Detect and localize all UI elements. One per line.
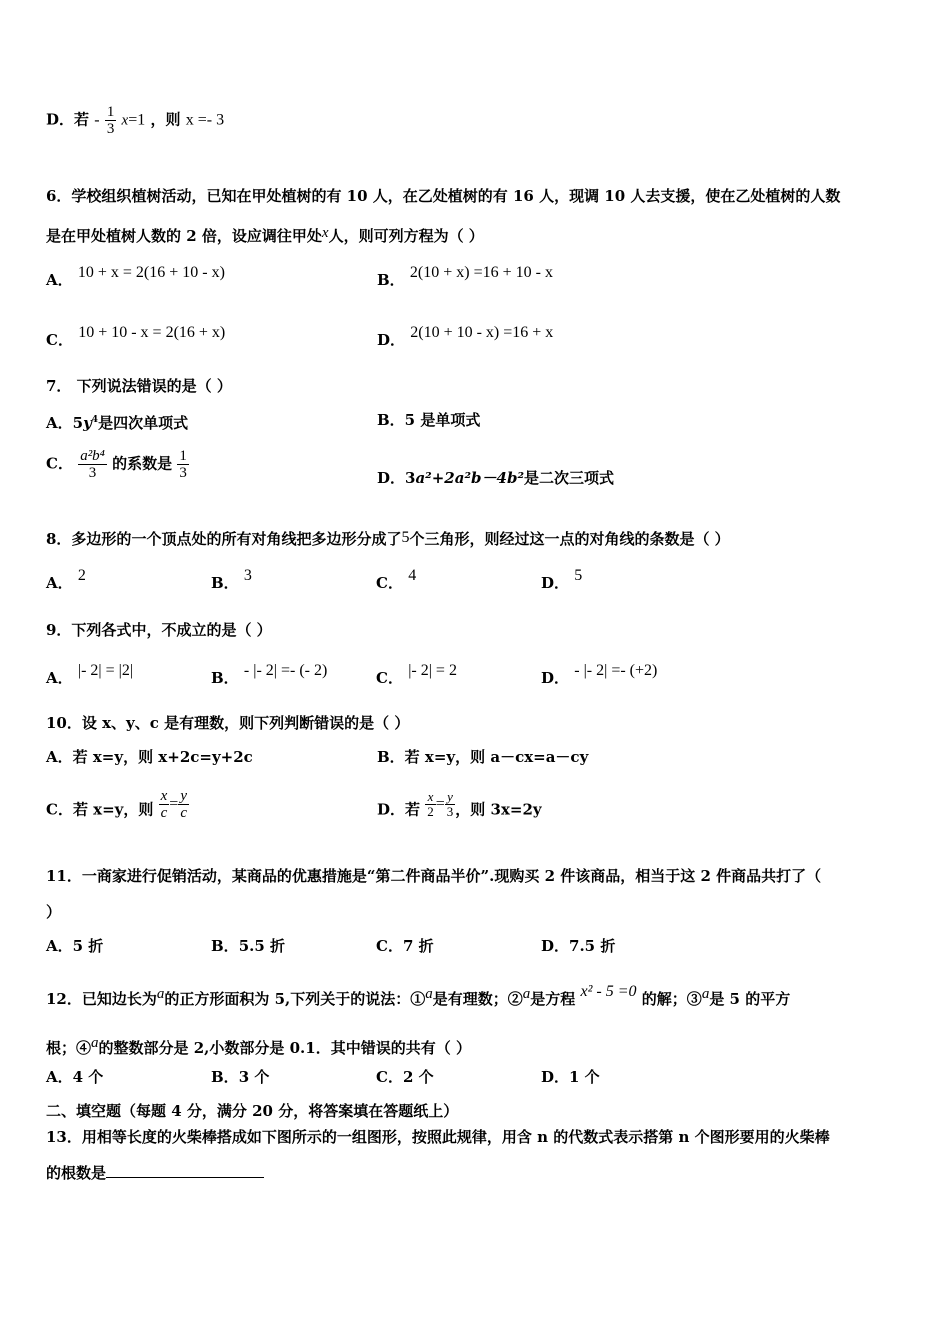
fraction-x-over-2: $\frac{x}{2}$ (427, 789, 434, 819)
q9-stem: 9．下列各式中，不成立的是（ ） (46, 621, 272, 639)
q7-stem: 7． 下列说法错误的是（ ） (46, 377, 232, 395)
q12-stem-line1: 12．已知边长为a的正方形面积为 5,下列关于的说法：①a是有理数；②a是方程 x² - 5 =0 的解；③a是 5 的平方 (46, 983, 791, 1008)
q7-option-a: A．$5y^4$是四次单项式 (46, 414, 189, 432)
q6-stem-line2: 是在甲处植树人数的 2 倍，设应调往甲处x人，则可列方程为（ ） (46, 225, 484, 245)
q12-option-b: B．3 个 (211, 1068, 270, 1086)
q8-option-a: A． 2 (46, 567, 86, 592)
q6-stem-line1: 6．学校组织植树活动，已知在甲处植树的有 10 人，在乙处植树的有 16 人，现调 10 人去支援，使在乙处植树的人数 (46, 187, 841, 205)
result-expression: x =- 3 (185, 111, 225, 129)
q11-stem-line2: ） (46, 903, 62, 921)
fraction-a2b4-over-3: $\frac{\text{a²b⁴}}{3}$ (80, 448, 105, 481)
q11-option-d: D．7.5 折 (541, 937, 616, 955)
fraction-x-over-c: $\frac{x}{c}$ (160, 788, 168, 821)
then-text: ，则 (150, 110, 181, 129)
q13-stem-line1: 13．用相等长度的火柴棒搭成如下图所示的一组图形，按照此规律，用含 n 的代数式表示搭第 n 个图形要用的火柴棒 (46, 1128, 830, 1146)
q10-option-b: B．若 x=y，则 a－cx=a－cy (377, 748, 589, 766)
q9-option-a: A． |- 2| = |2| (46, 662, 134, 687)
equation-rhs: =1 (128, 111, 146, 129)
q9-option-d: D． - |- 2| =- (+2) (541, 662, 658, 687)
fraction-one-third: $\frac{1}{3}$ (106, 104, 115, 137)
fraction-y-over-3: $\frac{y}{3}$ (446, 789, 454, 819)
variable-x: x (121, 112, 129, 129)
q12-option-d: D．1 个 (541, 1068, 600, 1086)
fraction-y-over-c: $\frac{y}{c}$ (180, 788, 187, 821)
q10-option-c: C．若 x=y，则 $\frac{x}{c}$ = $\frac{y}{c}$ (46, 788, 187, 821)
q7-option-c: C． $\frac{\text{a²b⁴}}{3}$ 的系数是 $\frac{1}{3}$ (46, 448, 187, 481)
q10-option-d: D．若 $\frac{x}{2}$ = $\frac{y}{3}$ ，则 3x=2y (377, 789, 542, 819)
answer-blank[interactable] (106, 1163, 264, 1178)
q13-stem-line2: 的根数是 (46, 1163, 264, 1183)
q7-option-d: D．3a²+2a²b－4b²是二次三项式 (377, 469, 615, 487)
q8-option-d: D． 5 (541, 567, 583, 592)
minus-sign: - (94, 111, 100, 129)
q8-option-c: C． 4 (376, 567, 417, 592)
option-label: D．若 (46, 110, 90, 129)
q12-option-a: A．4 个 (46, 1068, 104, 1086)
q8-stem: 8．多边形的一个顶点处的所有对角线把多边形分成了5个三角形，则经过这一点的对角线的条数是（ ） (46, 529, 730, 548)
q6-option-d: D． 2(10 + 10 - x) =16 + x (377, 324, 554, 349)
q8-option-b: B． 3 (211, 567, 252, 592)
q11-stem-line1: 11．一商家进行促销活动，某商品的优惠措施是“第二件商品半价”.现购买 2 件该商品，相当于这 2 件商品共打了（ (46, 867, 822, 885)
q6-option-c: C． 10 + 10 - x = 2(16 + x) (46, 324, 226, 349)
q12-stem-line2: 根；④a的整数部分是 2,小数部分是 0.1．其中错误的共有（ ） (46, 1035, 471, 1057)
prev-question-option-d (46, 104, 224, 137)
q6-option-b: B． 2(10 + x) =16 + 10 - x (377, 264, 553, 289)
q11-option-b: B．5.5 折 (211, 937, 286, 955)
q6-option-a: A． 10 + x = 2(16 + 10 - x) (46, 264, 225, 289)
q12-option-c: C．2 个 (376, 1068, 434, 1086)
q10-option-a: A．若 x=y，则 x+2c=y+2c (46, 748, 253, 766)
q10-stem: 10．设 x、y、c 是有理数，则下列判断错误的是（ ） (46, 714, 410, 732)
fraction-one-third: $\frac{1}{3}$ (179, 448, 187, 481)
q9-option-b: B． - |- 2| =- (- 2) (211, 662, 328, 687)
q7-option-b: B．5 是单项式 (377, 411, 481, 429)
section-heading-fill-in: 二、填空题（每题 4 分，满分 20 分，将答案填在答题纸上） (46, 1102, 459, 1120)
q11-option-c: C．7 折 (376, 937, 434, 955)
q9-option-c: C． |- 2| = 2 (376, 662, 457, 687)
q11-option-a: A．5 折 (46, 937, 104, 955)
